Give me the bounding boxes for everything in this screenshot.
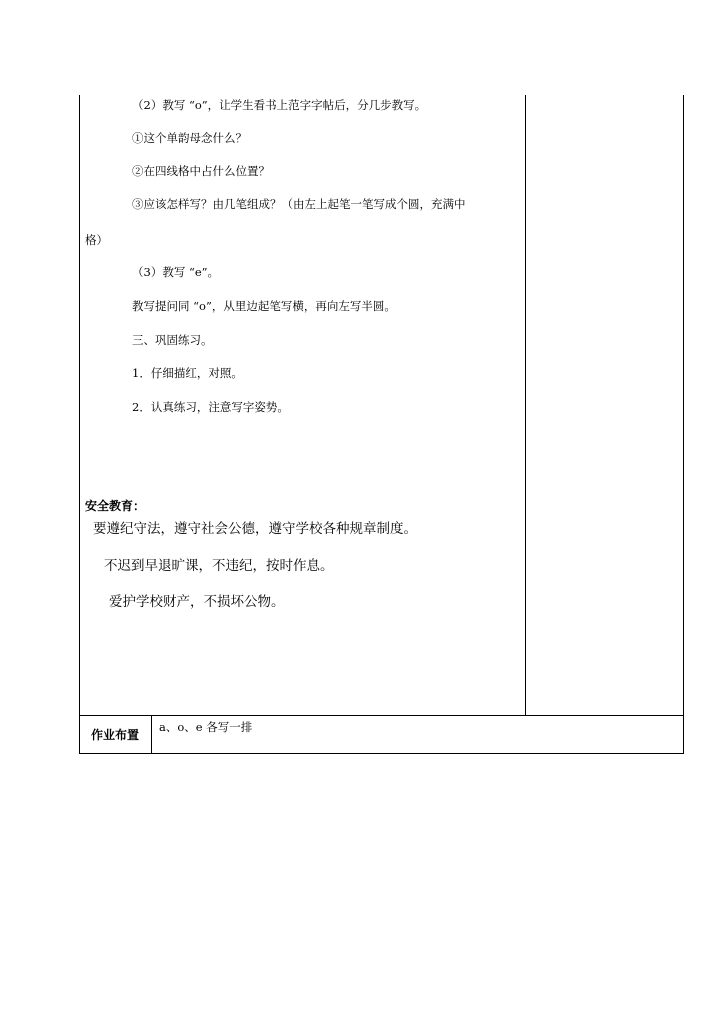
lesson-line-5: 格）	[85, 233, 108, 247]
lesson-line-8: 三、巩固练习。	[132, 333, 213, 347]
lesson-line-3: ②在四线格中占什么位置？	[132, 164, 270, 178]
safety-heading: 安全教育：	[85, 499, 146, 513]
safety-line-3: 爱护学校财产，不损坏公物。	[109, 594, 285, 610]
lesson-line-7: 教写提问同 “o”，从里边起笔写横，再向左写半圆。	[132, 299, 396, 313]
lesson-line-9: 1．仔细描红，对照。	[132, 366, 243, 380]
lesson-line-4: ③应该怎样写？由几笔组成？（由左上起笔一笔写成个圆，充满中	[132, 197, 466, 211]
safety-line-1: 要遵纪守法，遵守社会公德，遵守学校各种规章制度。	[93, 521, 417, 537]
column-divider	[525, 95, 526, 716]
lesson-line-10: 2．认真练习，注意写字姿势。	[132, 400, 289, 414]
homework-text: a、o、e 各写一排	[159, 720, 253, 734]
safety-line-2: 不迟到早退旷课，不违纪，按时作息。	[104, 558, 334, 574]
lesson-line-6: （3）教写 “e”。	[132, 265, 220, 279]
homework-divider	[151, 715, 152, 754]
lesson-line-2: ①这个单韵母念什么？	[132, 131, 247, 145]
lesson-plan-table	[79, 95, 685, 755]
lesson-line-1: （2）教写 “o”，让学生看书上范字字帖后，分几步教写。	[132, 98, 427, 112]
homework-label: 作业布置	[90, 728, 139, 742]
